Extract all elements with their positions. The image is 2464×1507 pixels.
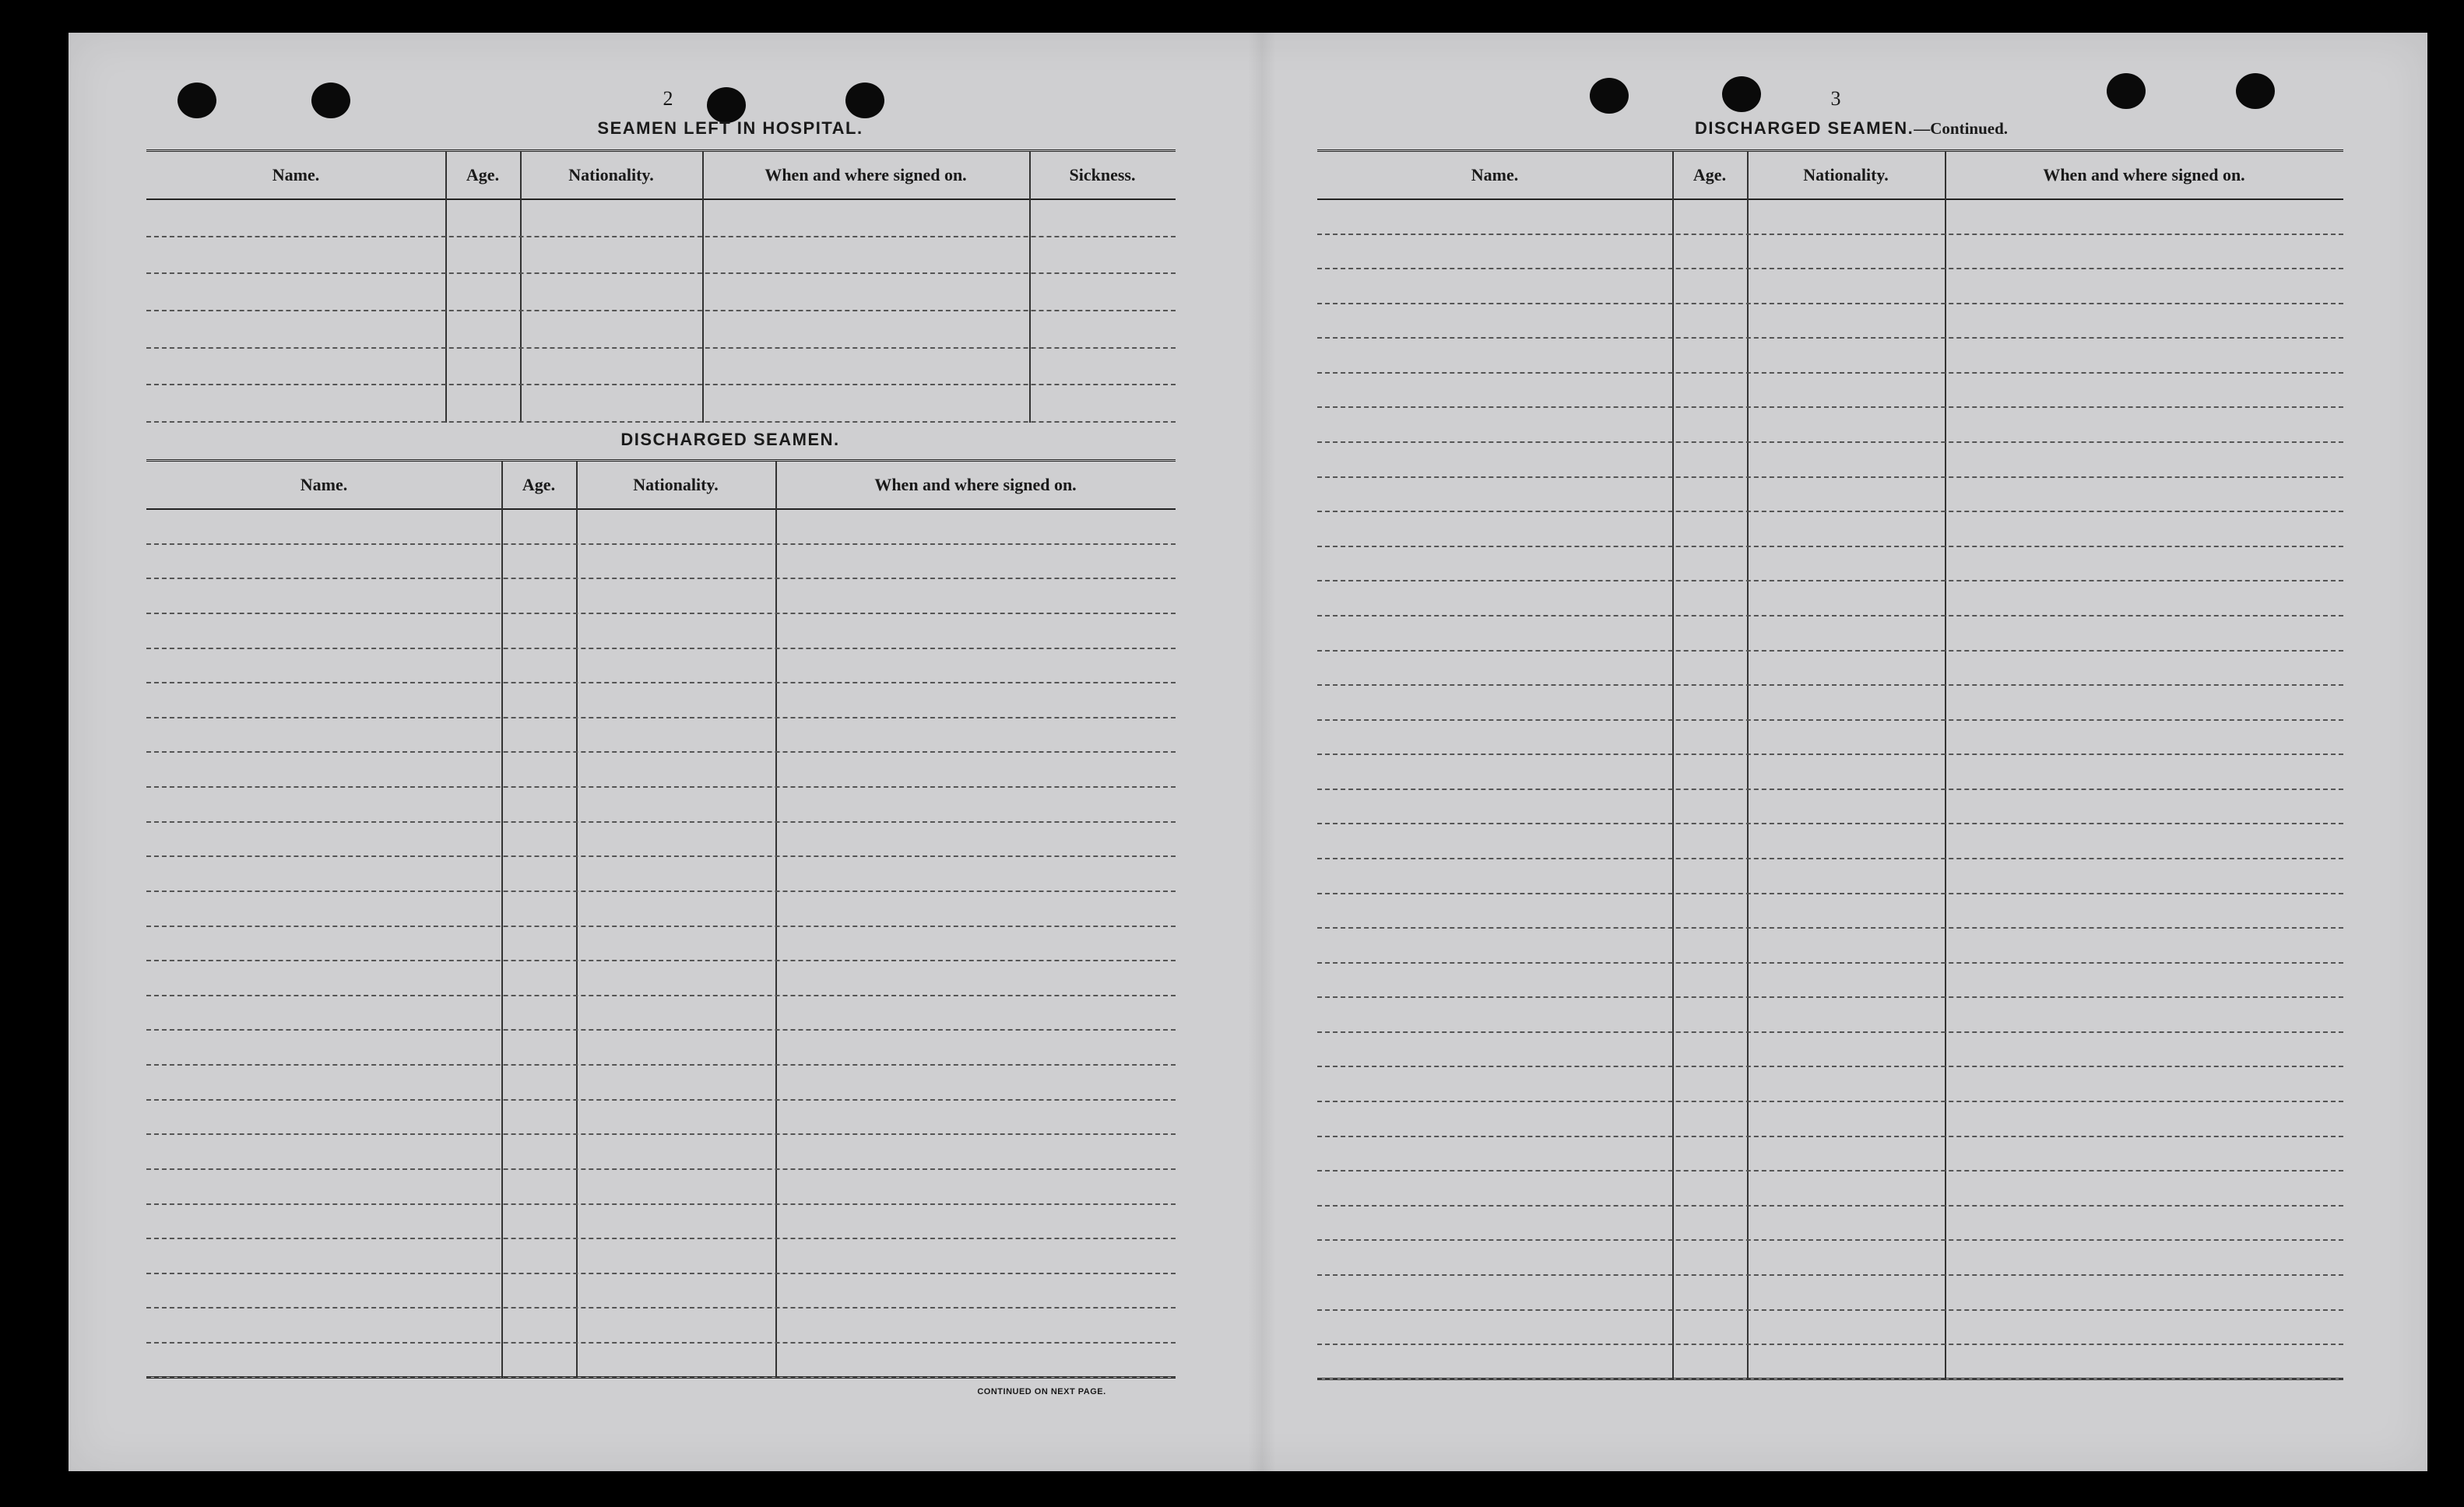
table-row [1317, 1067, 2343, 1102]
hospital-rows [146, 200, 1176, 423]
table-row [1317, 894, 2343, 929]
table-row [1317, 1137, 2343, 1172]
table-row [1317, 269, 2343, 304]
discharged-section-title: DISCHARGED SEAMEN. [620, 430, 840, 449]
table-row [146, 1066, 1176, 1101]
table-row [1317, 824, 2343, 859]
discharged-table-left [146, 459, 1176, 1379]
discharged-continued-suffix: —Continued. [1914, 119, 2009, 138]
table-row [1317, 929, 2343, 964]
col-header-signed-on: When and where signed on. [2043, 165, 2245, 184]
page-fold [1248, 33, 1276, 1471]
table-row [146, 892, 1176, 927]
discharged-rows-left [146, 510, 1176, 1379]
table-row [1317, 443, 2343, 478]
table-row [1317, 374, 2343, 409]
table-bottom-rule [1317, 1378, 2343, 1380]
table-row [146, 545, 1176, 580]
table-row [146, 311, 1176, 349]
table-row [1317, 652, 2343, 687]
col-header-age: Age. [466, 165, 500, 184]
table-row [1317, 721, 2343, 756]
table-row [146, 1170, 1176, 1205]
table-row [146, 1274, 1176, 1309]
col-header-sickness: Sickness. [1069, 165, 1136, 184]
table-row [146, 385, 1176, 423]
table-row [1317, 1172, 2343, 1207]
punch-hole [1590, 78, 1629, 114]
table-row [1317, 998, 2343, 1033]
continued-note: CONTINUED ON NEXT PAGE. [977, 1387, 1106, 1396]
table-row [1317, 547, 2343, 582]
table-row [146, 961, 1176, 996]
table-row [1317, 964, 2343, 999]
table-row [146, 1309, 1176, 1344]
table-row [146, 579, 1176, 614]
table-row [146, 788, 1176, 823]
table-row [1317, 200, 2343, 235]
table-row [1317, 1311, 2343, 1346]
table-row [1317, 581, 2343, 616]
col-header-name: Name. [300, 475, 348, 494]
col-header-nationality: Nationality. [568, 165, 654, 184]
table-row [146, 1239, 1176, 1274]
col-header-name: Name. [1471, 165, 1519, 184]
page-number-left: 2 [663, 87, 673, 110]
table-row [1317, 755, 2343, 790]
table-row [146, 274, 1176, 311]
col-header-signed-on: When and where signed on. [874, 475, 1077, 494]
col-header-signed-on: When and where signed on. [765, 165, 967, 184]
table-row [1317, 235, 2343, 270]
table-row [146, 510, 1176, 545]
col-header-age: Age. [522, 475, 556, 494]
table-row [146, 823, 1176, 858]
table-row [1317, 1207, 2343, 1242]
table-row [1317, 304, 2343, 339]
table-row [146, 1101, 1176, 1136]
table-row [146, 857, 1176, 892]
discharged-continued-title-main: DISCHARGED SEAMEN. [1694, 118, 1914, 138]
table-row [146, 1135, 1176, 1170]
table-row [1317, 1033, 2343, 1068]
punch-hole [2236, 73, 2275, 109]
discharged-table-right [1317, 149, 2343, 1380]
punch-hole [2107, 73, 2146, 109]
hospital-section-title: SEAMEN LEFT IN HOSPITAL. [597, 118, 863, 138]
discharged-rows-right [1317, 200, 2343, 1380]
table-row [1317, 478, 2343, 513]
table-row [1317, 339, 2343, 374]
page-number-right: 3 [1830, 87, 1841, 110]
table-row [1317, 408, 2343, 443]
punch-hole [311, 83, 350, 118]
punch-hole [1722, 76, 1761, 112]
table-row [146, 996, 1176, 1031]
table-row [146, 927, 1176, 962]
table-row [146, 1344, 1176, 1379]
table-row [146, 614, 1176, 649]
col-header-name: Name. [272, 165, 320, 184]
table-row [1317, 790, 2343, 825]
col-header-nationality: Nationality. [633, 475, 719, 494]
table-row [146, 1205, 1176, 1240]
col-header-nationality: Nationality. [1803, 165, 1889, 184]
table-row [146, 649, 1176, 684]
table-row [1317, 512, 2343, 547]
table-row [146, 200, 1176, 237]
table-row [1317, 616, 2343, 652]
punch-hole [178, 83, 216, 118]
table-row [1317, 686, 2343, 721]
discharged-continued-title [1501, 118, 2202, 139]
table-row [146, 1031, 1176, 1066]
document-sheet [69, 33, 2427, 1471]
table-row [1317, 1102, 2343, 1137]
table-row [1317, 1345, 2343, 1380]
punch-hole [845, 83, 884, 118]
table-row [146, 753, 1176, 788]
table-row [1317, 1241, 2343, 1276]
col-header-age: Age. [1692, 165, 1727, 184]
table-row [146, 683, 1176, 718]
table-row [1317, 1276, 2343, 1311]
table-row [146, 718, 1176, 754]
table-row [1317, 859, 2343, 894]
table-row [146, 237, 1176, 275]
table-bottom-rule [146, 1376, 1176, 1379]
hospital-table [146, 149, 1176, 423]
table-row [146, 349, 1176, 386]
